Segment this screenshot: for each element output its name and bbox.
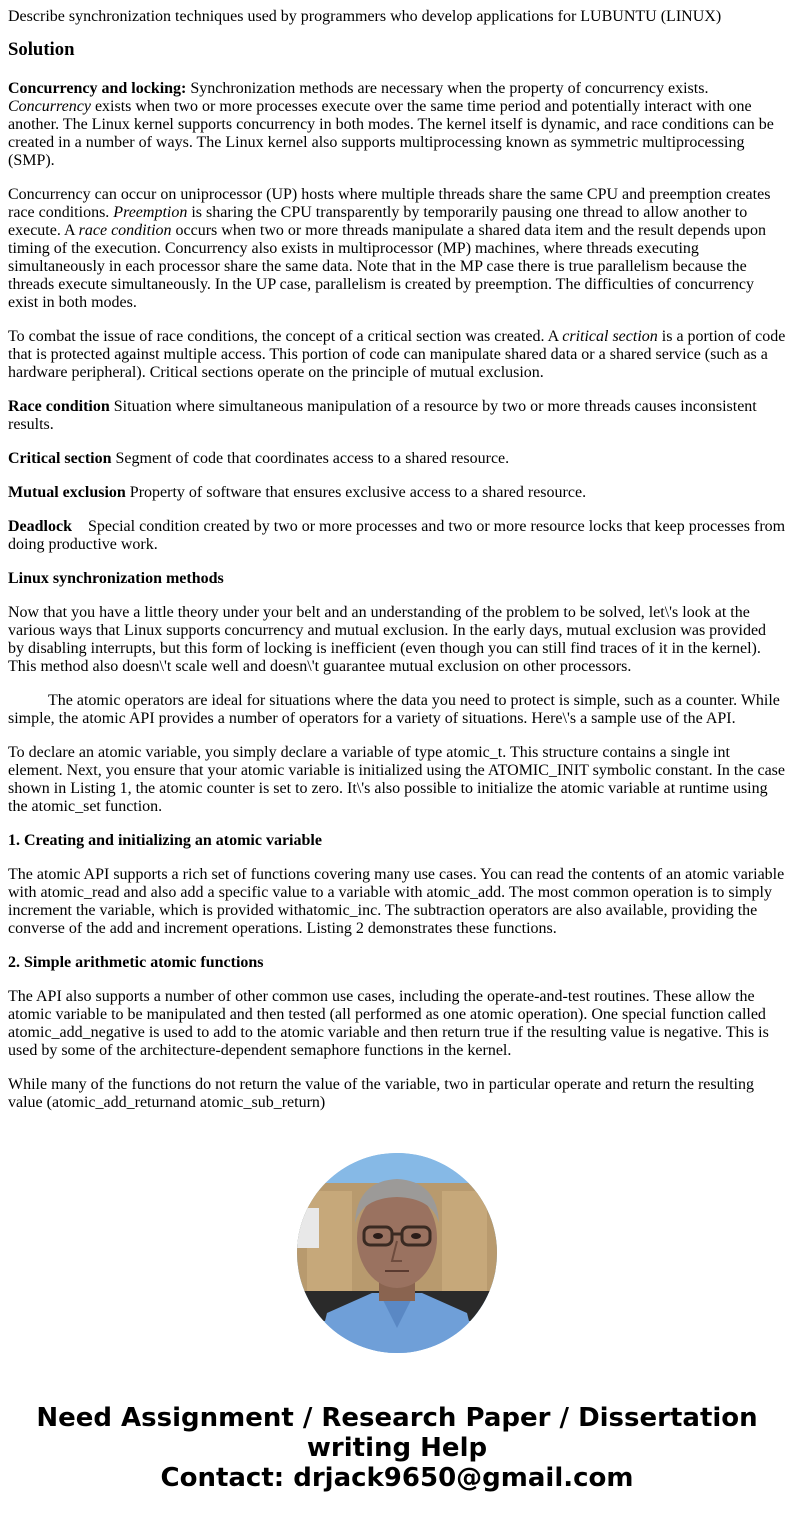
document-body — [8, 8, 786, 1128]
text-span: is a portion of code that is protected against multiple access. This portion of code can manipulate shared data or a shared service (such as a hardware peripheral). Critical sections operate on the principle of mutual exclusion. — [8, 328, 786, 381]
definition-term: Race condition — [8, 398, 110, 415]
solution-heading: Solution — [8, 39, 75, 60]
term-concurrency-locking: Concurrency and locking: — [8, 80, 187, 97]
text-span: Concurrency can occur on uniprocessor (UP) hosts where multiple threads share the same CPU and preemption creates race conditions. — [8, 186, 771, 221]
em-concurrency: Concurrency — [8, 98, 91, 115]
heading-listing-1 — [8, 832, 786, 850]
heading-text: 2. Simple arithmetic atomic functions — [8, 954, 264, 971]
definition-text: Situation where simultaneous manipulation of a resource by two or more threads causes inconsistent results. — [8, 398, 757, 433]
text-span: The atomic operators are ideal for situations where the data you need to protect is simple, such as a counter. While simple, the atomic API provides a number of operators for a variety of situations. Here\'s a sample use of the API. — [8, 692, 780, 727]
definition-text: Special condition created by two or more processes and two or more resource locks that keep processes from doing productive work. — [8, 518, 786, 553]
heading-listing-2 — [8, 954, 786, 972]
em-critical-section: critical section — [562, 328, 658, 345]
separator — [72, 518, 88, 535]
paragraph-atomic-intro — [8, 692, 786, 728]
question-text: Describe synchronization techniques used by programmers who develop applications for LUBUNTU (LINUX) — [8, 8, 722, 25]
author-photo — [297, 1153, 497, 1353]
paragraph-linux-methods: Now that you have a little theory under your belt and an understanding of the problem to be solved, let\'s look at the various ways that Linux supports concurrency and mutual exclusion. In the early days, mutual exclusion was provided by disabling interrupts, but this form of locking is inefficient (even though you can still find traces of it in the kernel). This method also doesn\'t scale well and doesn\'t guarantee mutual exclusion on other processors. — [8, 604, 767, 675]
heading-text: 1. Creating and initializing an atomic variable — [8, 832, 322, 849]
definition-text: Segment of code that coordinates access to a shared resource. — [115, 450, 510, 467]
em-preemption: Preemption — [113, 204, 188, 221]
paragraph-listing-2: The API also supports a number of other common use cases, including the operate-and-test routines. These allow the atomic variable to be manipulated and then tested (all performed as one atomic operation). One special function called atomic_add_negative is used to add to the atomic variable and then return true if the resulting value is negative. This is used by some of the architecture-dependent semaphore functions in the kernel. — [8, 988, 769, 1059]
definition-critical-section — [8, 450, 786, 468]
definition-mutual-exclusion — [8, 484, 786, 502]
paragraph-critical-section — [8, 328, 786, 382]
promo-banner — [0, 1403, 794, 1493]
paragraph-up-mp — [8, 186, 786, 312]
em-race-condition: race condition — [78, 222, 172, 239]
heading-linux-sync-methods — [8, 570, 786, 588]
text-span: To combat the issue of race conditions, the concept of a critical section was created. A — [8, 328, 563, 345]
definition-term: Deadlock — [8, 518, 72, 535]
paragraph-return-functions: While many of the functions do not return the value of the variable, two in particular operate and return the resulting value (atomic_add_returnand atomic_sub_return) — [8, 1076, 754, 1111]
text-span: exists when two or more processes execute over the same time period and potentially interact with one another. The Linux kernel supports concurrency in both modes. The kernel itself is dynamic, and race conditions can be created in a number of ways. The Linux kernel also supports multiprocessing known as symmetric multiprocessing (SMP). — [8, 98, 774, 169]
heading-text: Linux synchronization methods — [8, 570, 224, 587]
definition-deadlock — [8, 518, 786, 554]
definition-term: Critical section — [8, 450, 112, 467]
promo-contact: Contact: drjack9650@gmail.com — [160, 1463, 634, 1493]
text-span: Synchronization methods are necessary when the property of concurrency exists. — [186, 80, 709, 97]
paragraph-atomic-declare: To declare an atomic variable, you simply declare a variable of type atomic_t. This structure contains a single int element. Next, you ensure that your atomic variable is initialized using the ATOMIC_INIT symbolic constant. In the case shown in Listing 1, the atomic counter is set to zero. It\'s also possible to initialize the atomic variable at runtime using the atomic_set function. — [8, 744, 785, 815]
definition-term: Mutual exclusion — [8, 484, 126, 501]
paragraph-listing-1: The atomic API supports a rich set of functions covering many use cases. You can read the contents of an atomic variable with atomic_read and also add a specific value to a variable with atomic_add. The most common operation is to simply increment the variable, which is provided withatomic_inc. The subtraction operators are also available, providing the converse of the add and increment operations. Listing 2 demonstrates these functions. — [8, 866, 785, 937]
definition-race-condition — [8, 398, 786, 434]
paragraph-concurrency-locking — [8, 80, 786, 170]
text-span: occurs when two or more threads manipulate a shared data item and the result depends upon timing of the execution. Concurrency also exists in multiprocessor (MP) machines, where threads executing simultaneously in each processor share the same data. Note that in the MP case there is true parallelism because the threads execute simultaneously. In the UP case, parallelism is created by preemption. The difficulties of concurrency exist in both modes. — [8, 222, 766, 311]
promo-line-1: Need Assignment / Research Paper / Dissertation — [36, 1403, 758, 1433]
promo-line-2: writing Help — [306, 1433, 488, 1463]
portrait-illustration — [297, 1153, 497, 1353]
text-span: is sharing the CPU transparently by temporarily pausing one thread to allow another to execute. A — [8, 204, 748, 239]
definition-text: Property of software that ensures exclusive access to a shared resource. — [129, 484, 587, 501]
